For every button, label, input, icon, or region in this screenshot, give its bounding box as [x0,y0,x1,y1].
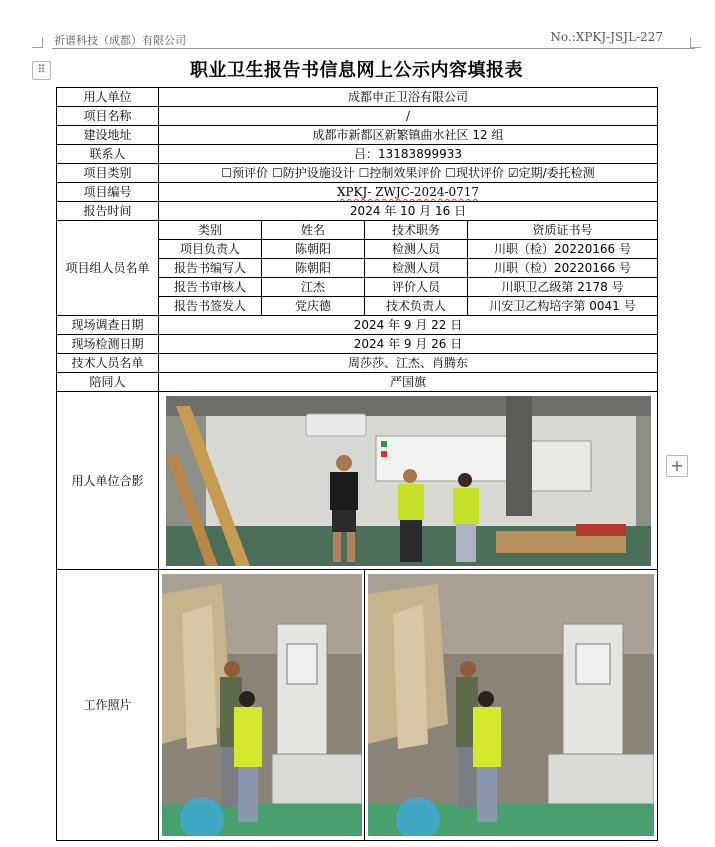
report-table [56,87,658,841]
team-row-title[interactable]: 技术负责人 [365,297,468,316]
value-contact[interactable]: 吕：13183899933 [159,145,658,164]
label-test-date: 现场检测日期 [57,335,159,354]
header-rule [52,48,695,49]
value-address[interactable]: 成都市新都区新繁镇曲水社区 12 组 [159,126,658,145]
team-row-title[interactable]: 评价人员 [365,278,468,297]
label-group-photo: 用人单位合影 [57,392,159,570]
value-category [159,164,658,183]
team-row-certificate[interactable]: 川安卫乙构培字第 0041 号 [468,297,658,316]
page-corner-mark [32,37,43,48]
move-handle-icon[interactable]: ⠿ [32,61,51,80]
checkbox-protection-design[interactable]: ☐防护设施设计 [271,166,355,180]
value-project-no[interactable] [159,183,658,202]
team-header-category: 类别 [159,221,262,240]
team-row-name[interactable]: 陈朝阳 [262,240,365,259]
work-photo-image-2[interactable] [368,574,654,836]
team-row-certificate[interactable]: 川职（检）20220166 号 [468,240,658,259]
team-row-role[interactable]: 报告书签发人 [159,297,262,316]
label-report-time: 报告时间 [57,202,159,221]
company-name: 祈谱科技（成都）有限公司 [54,34,186,47]
label-employer: 用人单位 [57,88,159,107]
team-row-certificate[interactable]: 川职卫乙级第 2178 号 [468,278,658,297]
team-row-name[interactable]: 党庆德 [262,297,365,316]
team-row-title[interactable]: 检测人员 [365,259,468,278]
label-escort: 陪同人 [57,373,159,392]
team-row-title[interactable]: 检测人员 [365,240,468,259]
work-photo-cell-1 [159,570,365,841]
label-category: 项目类别 [57,164,159,183]
value-escort[interactable]: 严国旗 [159,373,658,392]
team-row-name[interactable]: 江杰 [262,278,365,297]
label-team: 项目组人员名单 [57,221,159,316]
label-technicians: 技术人员名单 [57,354,159,373]
team-header-name: 姓名 [262,221,365,240]
page-corner-mark [690,37,701,48]
label-project-no: 项目编号 [57,183,159,202]
label-contact: 联系人 [57,145,159,164]
team-header-title: 技术职务 [365,221,468,240]
value-report-time[interactable]: 2024 年 10 月 16 日 [159,202,658,221]
value-technicians[interactable]: 周莎莎、江杰、肖腾东 [159,354,658,373]
team-row-name[interactable]: 陈朝阳 [262,259,365,278]
page-title: 职业卫生报告书信息网上公示内容填报表 [190,60,523,81]
label-work-photos: 工作照片 [57,570,159,841]
project-no-text: XPKJ- ZWJC-2024-0717 [336,185,480,199]
add-row-icon[interactable]: + [666,455,688,477]
label-survey-date: 现场调查日期 [57,316,159,335]
team-header-certificate: 资质证书号 [468,221,658,240]
label-project-name: 项目名称 [57,107,159,126]
label-address: 建设地址 [57,126,159,145]
team-row-role[interactable]: 报告书编写人 [159,259,262,278]
group-photo-image[interactable] [166,396,651,566]
value-project-name[interactable]: / [159,107,658,126]
checkbox-periodic-testing[interactable]: ☑定期/委托检测 [507,166,595,180]
value-employer[interactable]: 成都申正卫浴有限公司 [159,88,658,107]
value-survey-date[interactable]: 2024 年 9 月 22 日 [159,316,658,335]
team-row-role[interactable]: 项目负责人 [159,240,262,259]
checkbox-pre-evaluation[interactable]: ☐预评价 [221,166,269,180]
work-photo-image-1[interactable] [162,574,362,836]
work-photo-cell-2 [365,570,658,841]
checkbox-control-effect[interactable]: ☐控制效果评价 [358,166,442,180]
document-number: No.:XPKJ-JSJL-227 [550,30,663,44]
team-row-role[interactable]: 报告书审核人 [159,278,262,297]
team-row-certificate[interactable]: 川职（检）20220166 号 [468,259,658,278]
value-test-date[interactable]: 2024 年 9 月 26 日 [159,335,658,354]
checkbox-status-evaluation[interactable]: ☐现状评价 [445,166,504,180]
group-photo-cell [159,392,658,570]
